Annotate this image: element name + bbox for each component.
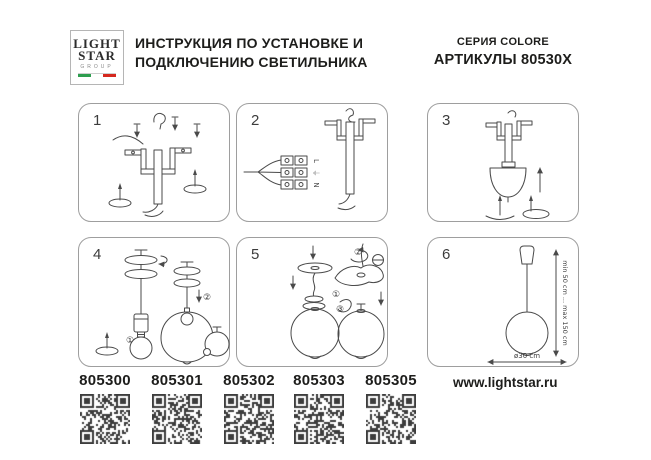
- step-panel-5: [236, 237, 388, 367]
- suspension-rod: [346, 122, 354, 194]
- ceiling-hook-icon: [154, 113, 165, 129]
- step-4-illustration-bulb-and-shade: [79, 238, 231, 368]
- qr-code-805302: [224, 394, 274, 444]
- glass-sphere: [506, 312, 548, 354]
- screw-into-ceiling: [486, 195, 514, 220]
- screws-icon: [134, 117, 200, 137]
- article-column-805302: [218, 372, 280, 444]
- step-3-illustration-canopy: [428, 104, 580, 223]
- step-number-1: 1: [93, 112, 102, 129]
- article-number: 805300: [79, 372, 131, 389]
- step-2-illustration-wiring: [237, 104, 389, 223]
- suspension-rod: [505, 124, 512, 164]
- fitting-ring: [305, 296, 323, 302]
- glass-sphere: [291, 309, 339, 357]
- article-number: 805302: [223, 372, 275, 389]
- qr-code-805305: [366, 394, 416, 444]
- step-number-4: 4: [93, 246, 102, 263]
- step-1-illustration-mounting-bracket: [79, 104, 231, 223]
- series-info: [430, 36, 576, 68]
- lightstar-logo: [70, 30, 124, 85]
- qr-code-805303: [294, 394, 344, 444]
- logo-text-group: GROUP: [80, 64, 114, 70]
- canopy-collar: [502, 162, 515, 167]
- step-panel-3: [427, 103, 579, 222]
- step-panel-1: [78, 103, 230, 222]
- step-6-illustration-dimensions: [428, 238, 580, 368]
- qr-code-805300: [80, 394, 130, 444]
- cord-top: [361, 244, 363, 266]
- article-column-805300: [74, 372, 136, 444]
- screw-head-icon: [373, 255, 384, 266]
- title-line-1: ИНСТРУКЦИЯ ПО УСТАНОВКЕ И: [135, 35, 364, 51]
- article-column-805305: [360, 372, 422, 444]
- mini-shade: [204, 327, 230, 356]
- ceiling-cup: [520, 246, 534, 264]
- step-number-2: 2: [251, 112, 260, 129]
- cable-end: [143, 204, 163, 216]
- step-panel-4: [78, 237, 230, 367]
- terminal-labels: [312, 159, 320, 188]
- fitting-ring-2: [303, 303, 325, 310]
- title-line-2: ПОДКЛЮЧЕНИЮ СВЕТИЛЬНИКА: [135, 54, 368, 70]
- cable-end: [338, 194, 355, 210]
- article-column-805301: [146, 372, 208, 444]
- step-marker-1: ①: [126, 336, 135, 346]
- articles-label: АРТИКУЛЫ 80530X: [433, 52, 573, 68]
- vertical-dimension-label: min 50 cm ... max 150 cm: [561, 260, 569, 346]
- wall-plug-right: [184, 169, 206, 193]
- step-marker-3: ③: [336, 305, 345, 315]
- wall-plug-left: [109, 183, 131, 207]
- page-title: [135, 34, 385, 72]
- step-number-3: 3: [442, 112, 451, 129]
- supply-wire: [113, 136, 143, 144]
- website-url: www.lightstar.ru: [453, 375, 558, 390]
- step-marker-2: ②: [203, 293, 212, 303]
- wire-curl: [508, 111, 516, 117]
- step-number-6: 6: [442, 246, 451, 263]
- canopy-dome: [490, 168, 526, 197]
- ceiling-cup: [298, 263, 332, 273]
- terminal-label-l: L: [312, 159, 320, 163]
- supply-wires: [244, 160, 281, 185]
- step-panel-2: [236, 103, 388, 222]
- suspension-rod: [154, 150, 162, 204]
- article-number: 805301: [151, 372, 203, 389]
- wire-curl: [346, 109, 355, 122]
- wall-plug: [96, 332, 118, 355]
- step-number-5: 5: [251, 246, 260, 263]
- terminal-label-earth: ⏚: [312, 169, 320, 177]
- logo-text-light: LIGHT: [73, 36, 121, 51]
- qr-code-805301: [152, 394, 202, 444]
- article-number: 805305: [365, 372, 417, 389]
- article-column-805303: [288, 372, 350, 444]
- series-label: СЕРИЯ COLORE: [456, 36, 550, 48]
- terminal-block: [281, 156, 307, 189]
- wall-plug: [523, 195, 549, 219]
- step-5-illustration-shade-fitting: [237, 238, 389, 368]
- step-marker-2: ②: [354, 248, 363, 258]
- ceiling-cover: [335, 265, 383, 285]
- horizontal-dimension-label: ø30 cm: [513, 352, 541, 360]
- logo-text-star: STAR: [78, 48, 116, 63]
- step-panel-6: [427, 237, 579, 367]
- article-number: 805303: [293, 372, 345, 389]
- logo-italian-flag: [78, 73, 116, 77]
- terminal-label-n: N: [312, 182, 320, 188]
- step-marker-1: ①: [332, 290, 341, 300]
